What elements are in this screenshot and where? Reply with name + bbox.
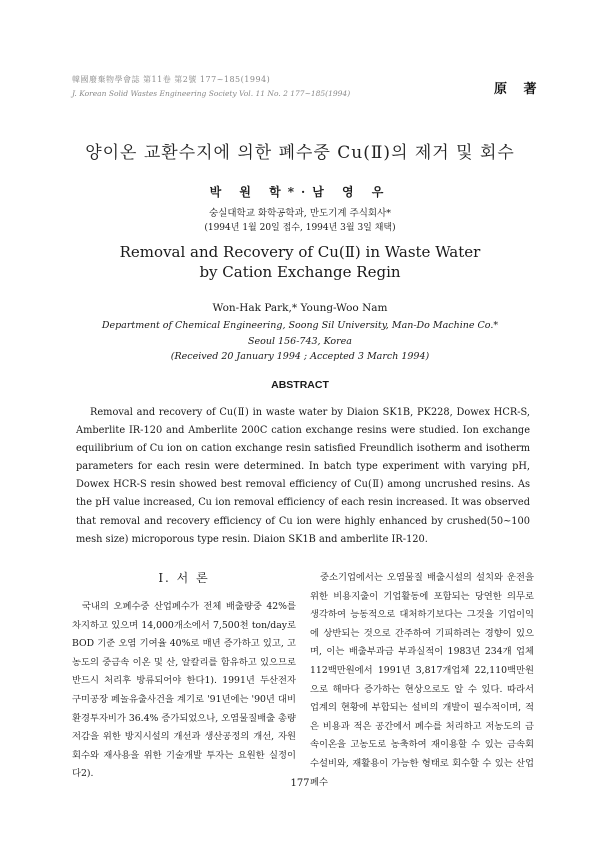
section-heading-introduction: Ⅰ. 서 론 xyxy=(158,571,210,585)
affiliation-english: Department of Chemical Engineering, Soong Sil University, Man-Do Machine Co.* xyxy=(101,320,499,331)
introduction-right-column: 중소기업에서는 오염물질 배출시설의 설치와 운전을 위한 비용지출이 기업활동에 포함되는 당연한 의무로 생각하여 능동적으로 대처하기보다는 그것을 기업이익에 상반되는 것으로 간주하여 기피하려는 경향이 있으며, 이는 배출부과금 부과실적이 1983년 234개 업체 112백만원에서 1991년 3,817개업체 22,110백만원으로 해마다 증가하는 현상으로도 알 수 있다. 따라서 업계의 현황에 부합되는 설비의 개발이 필수적이며, 적은 비용과 적은 공간에서 폐수를 처리하고 저농도의 금속이온을 고농도로 농축하여 재이용할 수 있는 금속회수설비와, 재활용이 가능한 형태로 회수할 수 있는 산업폐수 xyxy=(310,572,534,788)
dates-korean: (1994년 1월 20일 접수, 1994년 3월 3일 채택) xyxy=(204,223,396,233)
authors-english: Won-Hak Park,* Young-Woo Nam xyxy=(212,302,388,314)
page-number: 177 xyxy=(290,778,310,789)
title-english-line2: by Cation Exchange Regin xyxy=(199,263,401,281)
journal-header-english: J. Korean Solid Wastes Engineering Society Vol. 11 No. 2 177~185(1994) xyxy=(72,89,351,98)
introduction-left-column: 국내의 오폐수중 산업폐수가 전체 배출량중 42%를 차지하고 있으며 14,000개소에서 7,500천 ton/day로 BOD 기준 오염 기여율 40%로 매년 증가하고 있고, 고농도의 중금속 이온 및 산, 알칼리를 함유하고 있으므로 반드시 처리후 방류되어야 한다1). 1991년 두산전자 구미공장 페놀유출사건을 계기로 '91년에는 '90년 대비 환경투자비가 36.4% 증가되었으나, 오염물질배출 총량 저감을 위한 방지시설의 개선과 생산공정의 개선, 자원회수와 재사용을 위한 기술개발 투자는 요원한 실정이다2). xyxy=(72,601,296,780)
abstract-heading: ABSTRACT xyxy=(271,379,329,391)
title-english-line1: Removal and Recovery of Cu(Ⅱ) in Waste Water xyxy=(119,243,481,261)
dates-english: (Received 20 January 1994 ; Accepted 3 March 1994) xyxy=(170,351,430,362)
affiliation-korean: 숭실대학교 화학공학과, 만도기계 주식회사* xyxy=(208,208,392,219)
abstract-body: Removal and recovery of Cu(Ⅱ) in waste water by Diaion SK1B, PK228, Dowex HCR-S, Amberlite IR-120 and Amberlite 200C cation exchange resins were studied. Ion exchange equilibrium of Cu ion on cation exchange resin satisfied Freundlich isotherm and isotherm parameters for each resin were determined. In batch type experiment with varying pH, Dowex HCR-S resin showed best removal efficiency of Cu(Ⅱ) among uncrushed resins. As the pH value increased, Cu ion removal efficiency of each resin increased. It was observed that removal and recovery efficiency of Cu ion were highly enhanced by crushed(50~100 mesh size) microporous type resin. Diaion SK1B and amberlite IR-120. xyxy=(76,407,530,545)
title-korean: 양이온 교환수지에 의한 폐수중 Cu(Ⅱ)의 제거 및 회수 xyxy=(85,143,515,163)
city-english: Seoul 156-743, Korea xyxy=(248,336,352,347)
article-type-label: 原 著 xyxy=(494,82,543,97)
journal-header-korean: 韓國廢棄物學會誌 第11卷 第2號 177~185(1994) xyxy=(72,75,271,84)
authors-korean: 박 원 학*·남 영 우 xyxy=(209,185,391,199)
